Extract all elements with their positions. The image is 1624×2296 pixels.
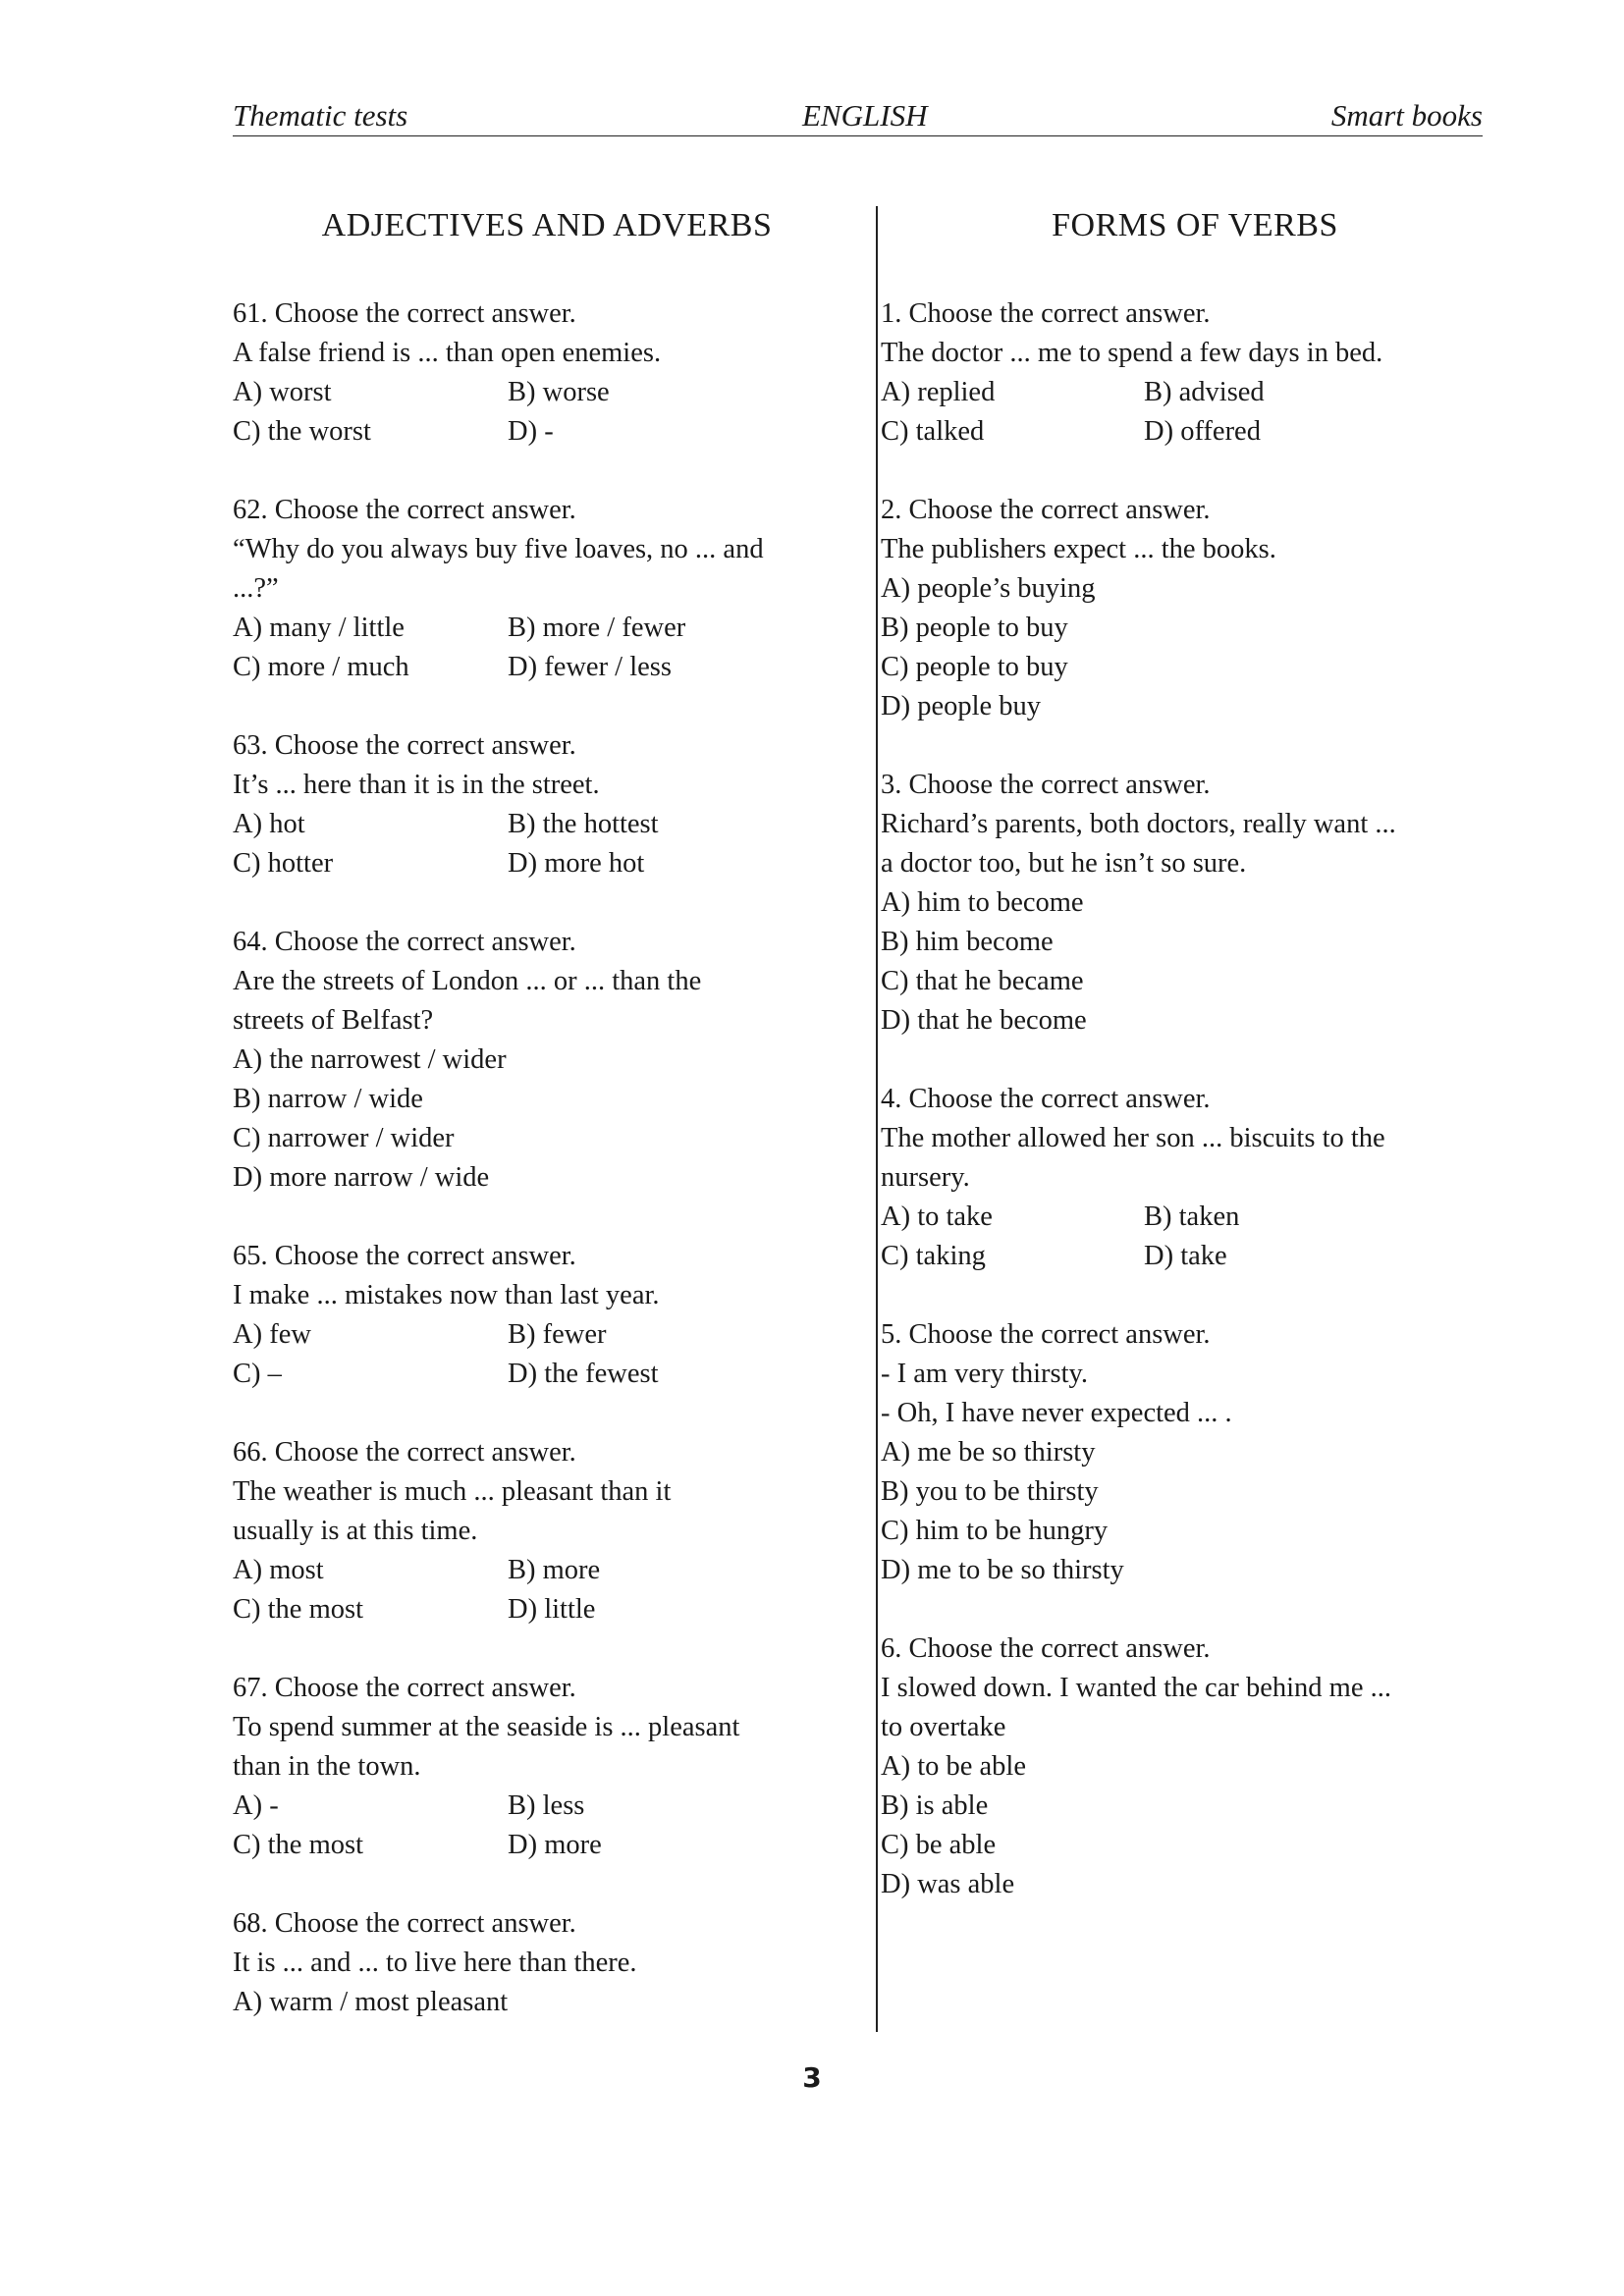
- answer-option: A) people’s buying: [881, 573, 1096, 604]
- answer-options-row: [881, 1787, 1509, 1826]
- question-text: To spend summer at the seaside is ... pleasant: [233, 1712, 740, 1742]
- answer-option: A) warm / most pleasant: [233, 1987, 509, 2017]
- header-right: Smart books: [1330, 98, 1483, 133]
- answer-option: D) fewer / less: [508, 652, 672, 682]
- answer-options-row: [233, 1080, 861, 1119]
- answer-option: C) him to be hungry: [881, 1516, 1109, 1546]
- question-block: [881, 294, 1509, 452]
- answer-option: A) him to become: [881, 887, 1084, 918]
- question-block: [881, 1080, 1509, 1276]
- answer-options-row: [881, 923, 1509, 962]
- question-block: [881, 766, 1509, 1041]
- question-prompt: 2. Choose the correct answer.: [881, 495, 1211, 525]
- answer-options-row: [233, 373, 861, 412]
- answer-options-row: [881, 962, 1509, 1001]
- answer-options-row: [881, 1865, 1509, 1904]
- question-text: The publishers expect ... the books.: [881, 534, 1276, 564]
- question-text: a doctor too, but he isn’t so sure.: [881, 848, 1247, 879]
- answer-option: A) to take: [881, 1201, 993, 1232]
- answer-options-row: [233, 1787, 861, 1826]
- answer-option: D) take: [1144, 1241, 1227, 1271]
- question-prompt: 64. Choose the correct answer.: [233, 927, 576, 957]
- answer-option: A) me be so thirsty: [881, 1437, 1096, 1468]
- question-text: nursery.: [881, 1162, 970, 1193]
- answer-option: D) the fewest: [508, 1359, 659, 1389]
- answer-option: D) more hot: [508, 848, 645, 879]
- question-text: usually is at this time.: [233, 1516, 478, 1546]
- answer-option: B) him become: [881, 927, 1054, 957]
- question-prompt: 66. Choose the correct answer.: [233, 1437, 576, 1468]
- answer-options-row: [233, 412, 861, 452]
- answer-option: B) the hottest: [508, 809, 659, 839]
- question-prompt: 3. Choose the correct answer.: [881, 770, 1211, 800]
- answer-option: B) fewer: [508, 1319, 607, 1350]
- answer-options-row: [881, 1512, 1509, 1551]
- question-block: [881, 1315, 1509, 1590]
- answer-option: C) more / much: [233, 652, 409, 682]
- question-text: I slowed down. I wanted the car behind me ...: [881, 1673, 1391, 1703]
- question-prompt: 6. Choose the correct answer.: [881, 1633, 1211, 1664]
- answer-option: B) advised: [1144, 377, 1265, 407]
- answer-options-row: [233, 1041, 861, 1080]
- column-divider: [876, 206, 878, 2032]
- question-block: [233, 1904, 861, 2022]
- answer-options-row: [233, 1551, 861, 1590]
- question-text: The mother allowed her son ... biscuits to the: [881, 1123, 1385, 1153]
- answer-option: B) more: [508, 1555, 601, 1585]
- question-text: It is ... and ... to live here than there.: [233, 1948, 637, 1978]
- answer-options-row: [233, 1315, 861, 1355]
- question-block: [233, 1237, 861, 1394]
- answer-option: B) people to buy: [881, 613, 1068, 643]
- answer-option: C) the worst: [233, 416, 371, 447]
- answer-options-row: [233, 609, 861, 648]
- answer-option: C) that he became: [881, 966, 1084, 996]
- answer-option: B) narrow / wide: [233, 1084, 423, 1114]
- question-block: [233, 923, 861, 1198]
- answer-option: A) most: [233, 1555, 324, 1585]
- question-text: - Oh, I have never expected ... .: [881, 1398, 1232, 1428]
- answer-option: C) –: [233, 1359, 282, 1389]
- question-block: [233, 726, 861, 883]
- answer-option: C) the most: [233, 1594, 363, 1625]
- answer-options-row: [233, 1158, 861, 1198]
- answer-options-row: [881, 1001, 1509, 1041]
- answer-options-row: [233, 1983, 861, 2022]
- answer-options-row: [233, 805, 861, 844]
- answer-option: A) replied: [881, 377, 996, 407]
- right-column: [881, 206, 1509, 1944]
- answer-option: B) more / fewer: [508, 613, 686, 643]
- answer-option: D) offered: [1144, 416, 1261, 447]
- answer-options-row: [881, 883, 1509, 923]
- answer-option: A) -: [233, 1790, 279, 1821]
- answer-options-row: [881, 687, 1509, 726]
- answer-options-row: [881, 569, 1509, 609]
- question-text: Richard’s parents, both doctors, really want ...: [881, 809, 1396, 839]
- answer-option: B) taken: [1144, 1201, 1240, 1232]
- answer-options-row: [881, 609, 1509, 648]
- question-text: A false friend is ... than open enemies.: [233, 338, 662, 368]
- question-text: The weather is much ... pleasant than it: [233, 1476, 672, 1507]
- answer-option: D) more narrow / wide: [233, 1162, 490, 1193]
- question-text: Are the streets of London ... or ... than the: [233, 966, 702, 996]
- question-text: It’s ... here than it is in the street.: [233, 770, 600, 800]
- answer-options-row: [881, 1472, 1509, 1512]
- answer-option: C) talked: [881, 416, 985, 447]
- question-prompt: 62. Choose the correct answer.: [233, 495, 576, 525]
- answer-options-row: [881, 1237, 1509, 1276]
- answer-option: A) few: [233, 1319, 311, 1350]
- answer-options-row: [881, 1826, 1509, 1865]
- question-block: [233, 1433, 861, 1629]
- answer-options-row: [881, 1433, 1509, 1472]
- answer-option: C) hotter: [233, 848, 334, 879]
- answer-options-row: [233, 1119, 861, 1158]
- question-prompt: 63. Choose the correct answer.: [233, 730, 576, 761]
- answer-option: A) many / little: [233, 613, 405, 643]
- answer-option: B) less: [508, 1790, 585, 1821]
- question-prompt: 67. Choose the correct answer.: [233, 1673, 576, 1703]
- answer-option: A) worst: [233, 377, 332, 407]
- answer-options-row: [233, 1590, 861, 1629]
- answer-options-row: [233, 844, 861, 883]
- page-number: 3: [802, 2061, 822, 2094]
- answer-option: A) to be able: [881, 1751, 1026, 1782]
- answer-option: D) was able: [881, 1869, 1015, 1899]
- header-center: ENGLISH: [802, 98, 928, 133]
- question-block: [233, 1669, 861, 1865]
- question-prompt: 61. Choose the correct answer.: [233, 298, 576, 329]
- answer-options-row: [233, 1355, 861, 1394]
- answer-option: C) taking: [881, 1241, 986, 1271]
- answer-options-row: [881, 373, 1509, 412]
- question-text: - I am very thirsty.: [881, 1359, 1089, 1389]
- question-text: to overtake: [881, 1712, 1006, 1742]
- answer-option: D) that he become: [881, 1005, 1087, 1036]
- header-left: Thematic tests: [233, 98, 408, 133]
- question-block: [881, 1629, 1509, 1904]
- answer-option: C) narrower / wider: [233, 1123, 455, 1153]
- answer-option: B) worse: [508, 377, 610, 407]
- answer-options-row: [233, 648, 861, 687]
- left-column: [233, 206, 861, 2061]
- answer-option: D) me to be so thirsty: [881, 1555, 1124, 1585]
- question-prompt: 68. Choose the correct answer.: [233, 1908, 576, 1939]
- question-prompt: 1. Choose the correct answer.: [881, 298, 1211, 329]
- answer-options-row: [881, 1747, 1509, 1787]
- answer-options-row: [881, 1551, 1509, 1590]
- question-block: [233, 491, 861, 687]
- question-prompt: 65. Choose the correct answer.: [233, 1241, 576, 1271]
- answer-option: B) you to be thirsty: [881, 1476, 1099, 1507]
- answer-option: D) little: [508, 1594, 596, 1625]
- answer-option: A) the narrowest / wider: [233, 1044, 507, 1075]
- answer-options-row: [881, 412, 1509, 452]
- answer-option: D) -: [508, 416, 554, 447]
- question-text: The doctor ... me to spend a few days in bed.: [881, 338, 1383, 368]
- answer-option: B) is able: [881, 1790, 989, 1821]
- section-title: FORMS OF VERBS: [1052, 207, 1338, 243]
- answer-option: C) people to buy: [881, 652, 1068, 682]
- question-text: streets of Belfast?: [233, 1005, 434, 1036]
- answer-options-row: [881, 648, 1509, 687]
- question-prompt: 4. Choose the correct answer.: [881, 1084, 1211, 1114]
- page-header: [233, 98, 1483, 136]
- answer-option: C) be able: [881, 1830, 997, 1860]
- section-title: ADJECTIVES AND ADVERBS: [321, 207, 773, 243]
- answer-options-row: [881, 1198, 1509, 1237]
- question-block: [881, 491, 1509, 726]
- answer-option: D) more: [508, 1830, 602, 1860]
- question-text: I make ... mistakes now than last year.: [233, 1280, 660, 1310]
- answer-options-row: [233, 1826, 861, 1865]
- question-text: “Why do you always buy five loaves, no ... and: [233, 534, 764, 564]
- question-prompt: 5. Choose the correct answer.: [881, 1319, 1211, 1350]
- answer-option: D) people buy: [881, 691, 1042, 721]
- answer-option: A) hot: [233, 809, 305, 839]
- question-block: [233, 294, 861, 452]
- question-text: than in the town.: [233, 1751, 421, 1782]
- answer-option: C) the most: [233, 1830, 363, 1860]
- question-text: ...?”: [233, 573, 279, 604]
